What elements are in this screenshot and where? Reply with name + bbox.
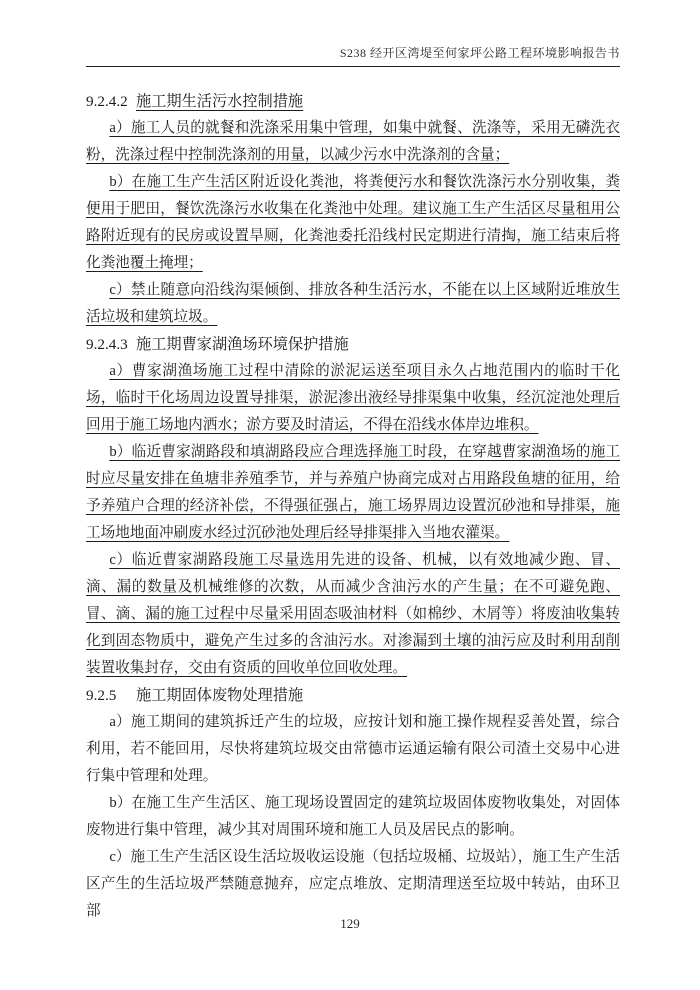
section-9-2-4-2-para-b: b）在施工生产生活区附近设化粪池，将粪便污水和餐饮洗涤污水分别收集，粪便用于肥田，餐饮洗涤污水收集在化粪池中处理。建议施工生产生活区尽量租用公路附近现有的民房或设置旱厕，化粪池委托沿线村民定期进行清掏，施工结束后将化粪池覆土掩埋；	[86, 174, 620, 271]
page-footer	[0, 916, 700, 932]
page-header	[86, 45, 620, 67]
section-number: 9.2.4.3	[86, 336, 128, 353]
section-title: 施工期固体废物处理措施	[136, 687, 304, 704]
page-number: 129	[340, 916, 360, 931]
running-head: S238 经开区湾堤至何家坪公路工程环境影响报告书	[339, 46, 620, 60]
section-9-2-4-3-para-b: b）临近曹家湖路段和填湖路段应合理选择施工时段，在穿越曹家湖渔场的施工时应尽量安排在鱼塘非养殖季节，并与养殖户协商完成对占用路段鱼塘的征用，给予养殖户合理的经济补偿，不得强征强占，施工场界周边设置沉砂池和导排渠，施工场地地面冲刷废水经过沉砂池处理后经导排渠排入当地农灌渠。	[86, 444, 620, 541]
section-9-2-4-3-para-c: c）临近曹家湖路段施工尽量选用先进的设备、机械，以有效地减少跑、冒、滴、漏的数量及机械维修的次数，从而减少含油污水的产生量；在不可避免跑、冒、滴、漏的施工过程中尽量采用固态吸油材料（如棉纱、木屑等）将废油收集转化到固态物质中，避免产生过多的含油污水。对渗漏到土壤的油污应及时利用刮削装置收集封存，交由有资质的回收单位回收处理。	[86, 552, 620, 676]
page-content	[86, 45, 620, 925]
section-number: 9.2.4.2	[86, 93, 128, 110]
section-9-2-4-2-para-a: a）施工人员的就餐和洗涤采用集中管理，如集中就餐、洗涤等，采用无磷洗衣粉，洗涤过程中控制洗涤剂的用量，以减少污水中洗涤剂的含量；	[86, 120, 620, 163]
section-9-2-4-2-para-c: c）禁止随意向沿线沟渠倾倒、排放各种生活污水，不能在以上区域附近堆放生活垃圾和建筑垃圾。	[86, 282, 620, 325]
document-body	[86, 75, 620, 925]
section-9-2-5-para-c: c）施工生产生活区设生活垃圾收运设施（包括垃圾桶、垃圾站），施工生产生活区产生的生活垃圾严禁随意抛弃，应定点堆放、定期清理送至垃圾中转站，由环卫部	[86, 849, 620, 919]
section-9-2-4-2-heading	[86, 88, 620, 115]
section-9-2-4-3-heading	[86, 331, 620, 358]
section-number: 9.2.5	[86, 687, 117, 704]
section-9-2-5-heading	[86, 682, 620, 709]
section-9-2-5-para-b: b）在施工生产生活区、施工现场设置固定的建筑垃圾固体废物收集处，对固体废物进行集中管理，减少其对周围环境和施工人员及居民点的影响。	[86, 795, 620, 838]
section-9-2-5-para-a: a）施工期间的建筑拆迁产生的垃圾，应按计划和施工操作规程妥善处置，综合利用，若不能回用，尽快将建筑垃圾交由常德市运通运输有限公司渣土交易中心进行集中管理和处理。	[86, 714, 620, 784]
header-rule	[86, 66, 620, 67]
section-title: 施工期曹家湖渔场环境保护措施	[136, 336, 349, 353]
section-title: 施工期生活污水控制措施	[136, 93, 304, 110]
section-9-2-4-3-para-a: a）曹家湖渔场施工过程中清除的淤泥运送至项目永久占地范围内的临时干化场，临时干化场周边设置导排渠，淤泥渗出液经导排渠集中收集，经沉淀池处理后回用于施工场地内洒水；淤方要及时清运，不得在沿线水体岸边堆积。	[86, 363, 620, 433]
